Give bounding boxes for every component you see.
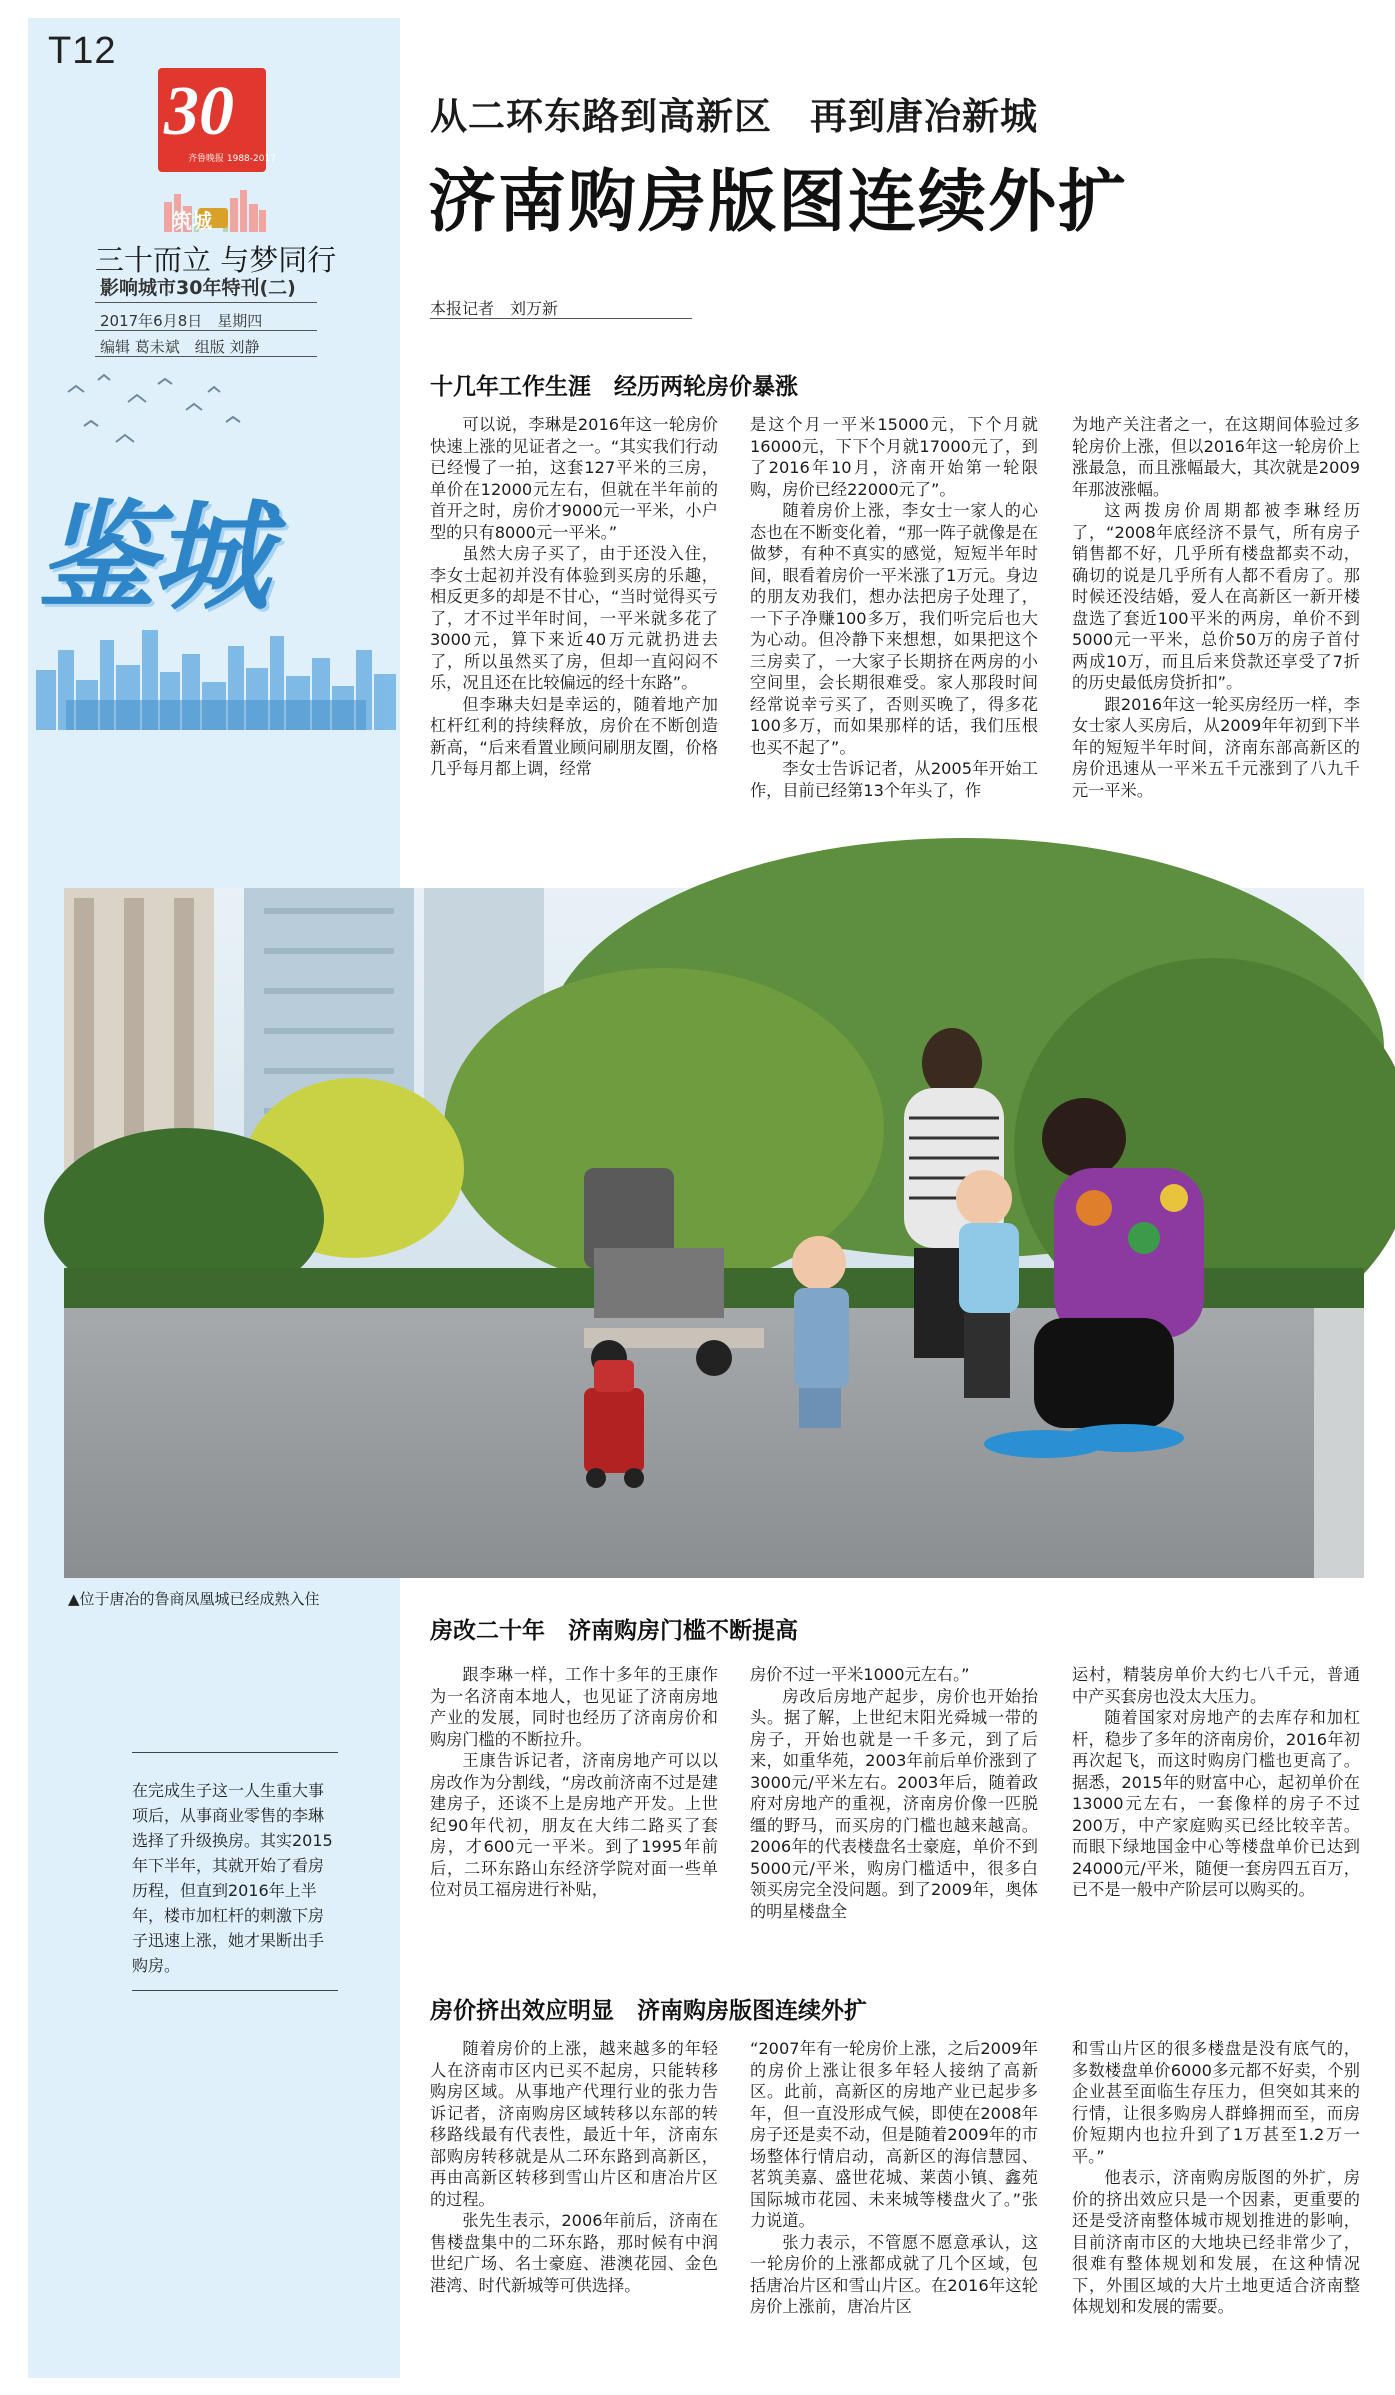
- article-column: [430, 2038, 718, 2296]
- article-column: [750, 414, 1038, 801]
- article-paragraph: “2007年有一轮房价上涨，之后2009年的房价上涨让很多年轻人接纳了高新区。此前，高新区的房地产业已起步多年，但一直没形成气候，即使在2008年房子还是卖不动，但是随着2009年的市场整体行情启动，高新区的海信慧园、茗筑美嘉、盛世花城、莱茵小镇、鑫苑国际城市花园、未来城等楼盘火了。”张力说道。: [750, 2039, 1038, 2230]
- article-paragraph: 随着国家对房地产的去库存和加杠杆，稳步了多年的济南房价，2016年初再次起飞，而这时购房门槛也更高了。据悉，2015年的财富中心，起初单价在13000元左右，一套像样的房子不过200万，中产家庭购买已经比较辛苦。而眼下绿地国金中心等楼盘单价已达到24000元/平米，随便一套房四五百万，已不是一般中产阶层可以购买的。: [1072, 1708, 1360, 1899]
- city-chip-label: 筑城: [172, 209, 212, 233]
- article-paragraph: 房价不过一平米1000元左右。”: [750, 1665, 970, 1684]
- divider: [132, 1752, 338, 1753]
- section-title: 房价挤出效应明显 济南购房版图连续外扩: [430, 1998, 867, 2024]
- article-column: [1072, 1664, 1360, 1901]
- feature-title: 三十而立 与梦同行: [95, 243, 337, 277]
- article-paragraph: 但李琳夫妇是幸运的，随着地产加杠杆红利的持续释放，房价在不断创造新高，“后来看置业顾问刷朋友圈，价格几乎每月都上调，经常: [430, 694, 718, 778]
- editor-credits: 编辑 葛未斌 组版 刘静: [100, 338, 260, 356]
- divider: [132, 1990, 338, 1991]
- article-paragraph: 随着房价的上涨，越来越多的年轻人在济南市区内已买不起房，只能转移购房区域。从事地产代理行业的张力告诉记者，济南购房区域转移以东部的转移路线最有代表性，最近十年，济南东部购房转移就是从二环东路到高新区，再由高新区转移到雪山片区和唐冶片区的过程。: [430, 2039, 718, 2209]
- article-paragraph: 张力表示，不管愿不愿意承认，这一轮房价的上涨都成就了几个区域，包括唐冶片区和雪山片区。在2016年这轮房价上涨前，唐冶片区: [750, 2232, 1038, 2316]
- byline-rule: [430, 318, 692, 319]
- article-paragraph: 随着房价上涨，李女士一家人的心态也在不断变化着，“那一阵子就像是在做梦，有种不真实的感觉，短短半年时间，眼看着房价一平米涨了1万元。身边的朋友劝我们，想办法把房子处理了，一下子净赚100多万，我们听完后也大为心动。但冷静下来想想，如果把这个三房卖了，一大家子长期挤在两房的小空间里，会长期很难受。家人那段时间经常说幸亏买了，否则买晚了，得多花100多万，而如果那样的话，我们压根也买不起了”。: [750, 501, 1038, 757]
- page-number: T12: [48, 30, 117, 72]
- sidebar-note: 在完成生子这一人生重大事项后，从事商业零售的李琳选择了升级换房。其实2015年下半年，其就开始了看房历程，但直到2016年上半年，楼市加杠杆的刺激下房子迅速上涨，她才果断出手购房。: [132, 1781, 333, 1975]
- article-column: [750, 1664, 1038, 1922]
- article-paragraph: 李女士告诉记者，从2005年开始工作，目前已经第13个年头了，作: [750, 759, 1038, 800]
- skyline-icon: [36, 610, 396, 730]
- logo-small-text: 齐鲁晚报 1988-2017: [188, 154, 276, 164]
- article-column: [1072, 414, 1360, 801]
- section-mark: 鉴城: [38, 487, 267, 626]
- article-column: [1072, 2038, 1360, 2318]
- article-paragraph: 房改后房地产起步，房价也开始抬头。据了解，上世纪末阳光舜城一带的房子，开始也就是一千多元，到了后来，如重华苑，2003年前后单价涨到了3000元/平米左右。2003年后，随着政府对房地产的重视，济南房价像一匹脱缰的野马，而买房的门槛也越来越高。2006年的代表楼盘名士豪庭，单价不到5000元/平米，购房门槛适中，很多白领买房完全没问题。到了2009年，奥体的明星楼盘全: [750, 1686, 1038, 1921]
- photo-caption: ▲位于唐冶的鲁商凤凰城已经成熟入住: [68, 1590, 320, 1608]
- kicker: 从二环东路到高新区 再到唐冶新城: [430, 95, 1038, 138]
- divider: [95, 356, 317, 357]
- article-paragraph: 跟李琳一样，工作十多年的王康作为一名济南本地人，也见证了济南房地产业的发展，同时也经历了济南房价和购房门槛的不断拉升。: [430, 1665, 718, 1749]
- article-paragraph: 和雪山片区的很多楼盘是没有底气的，多数楼盘单价6000多元都不好卖，个别企业甚至面临生存压力，但突如其来的行情，让很多购房人群蜂拥而至，而房价短期内也拉升到了1万甚至1.2万一平。”: [1072, 2039, 1360, 2166]
- section-title: 房改二十年 济南购房门槛不断提高: [430, 1618, 798, 1644]
- issue-date: 2017年6月8日 星期四: [100, 312, 263, 330]
- article-paragraph: 是这个月一平米15000元，下个月就16000元，下下个月就17000元了，到了2016年10月，济南开始第一轮限购，房价已经22000元了”。: [750, 415, 1038, 499]
- article-paragraph: 可以说，李琳是2016年这一轮房价快速上涨的见证者之一。“其实我们行动已经慢了一拍，这套127平米的三房，单价在12000元左右，但就在半年前的首开之时，房价才9000元一平米，小户型的只有8000元一平米。”: [430, 415, 718, 542]
- feature-subtitle: 影响城市30年特刊(二): [100, 277, 296, 299]
- article-paragraph: 为地产关注者之一，在这期间体验过多轮房价上涨，但以2016年这一轮房价上涨最急，而且涨幅最大，其次就是2009年那波涨幅。: [1072, 415, 1360, 499]
- headline: 济南购房版图连续外扩: [428, 163, 1129, 242]
- article-column: [750, 2038, 1038, 2318]
- article-paragraph: 这两拨房价周期都被李琳经历了，“2008年底经济不景气，所有房子销售都不好，几乎所有楼盘都卖不动，确切的说是几乎所有人都不看房了。那时候还没结婚，爱人在高新区一新开楼盘选了套近100平米的两房，单价不到5000元一平米，总价50万的房子首付两成10万，而且后来贷款还享受了7折的历史最低房贷折扣”。: [1072, 501, 1360, 692]
- birds-decoration-icon: [58, 362, 258, 472]
- article-paragraph: 王康告诉记者，济南房地产可以以房改作为分割线，“房改前济南不过是建建房子，还谈不上是房地产开发。上世纪90年代初，朋友在大纬二路买了套房，才600元一平米。到了1995年前后，二环东路山东经济学院对面一些单位对员工福房进行补贴，: [430, 1751, 718, 1899]
- street-photo: [64, 888, 1364, 1578]
- anniversary-logo: [158, 68, 276, 172]
- article-column: [430, 1664, 718, 1901]
- article-paragraph: 张先生表示，2006年前后，济南在售楼盘集中的二环东路，那时候有中润世纪广场、名士豪庭、港澳花园、金色港湾、时代新城等可供选择。: [430, 2211, 718, 2295]
- divider: [95, 330, 317, 331]
- article-paragraph: 虽然大房子买了，由于还没入住，李女士起初并没有体验到买房的乐趣，相反更多的却是不甘心，“当时觉得买亏了，才不过半年时间，一平米就多花了3000元，算下来近40万元就扔进去了，所以虽然买了房，但却一直闷闷不乐，况且还在比较偏远的经十东路”。: [430, 544, 718, 692]
- logo-number: 30: [164, 73, 234, 150]
- article-paragraph: 跟2016年这一轮买房经历一样，李女士家人买房后，从2009年年初到下半年的短短半年时间，济南东部高新区的房价迅速从一平米五千元涨到了八九千元一平米。: [1072, 694, 1360, 800]
- divider: [95, 302, 317, 303]
- article-paragraph: 运村，精装房单价大约七八千元，普通中产买套房也没太大压力。: [1072, 1665, 1360, 1706]
- section-title: 十几年工作生涯 经历两轮房价暴涨: [430, 374, 798, 400]
- article-paragraph: 他表示，济南购房版图的外扩，房价的挤出效应只是一个因素，更重要的还是受济南整体城市规划推进的影响，目前济南市区的大地块已经非常少了，很难有整体规划和发展，在这种情况下，外围区域的大片土地更适合济南整体规划和发展的需要。: [1072, 2168, 1360, 2316]
- byline: 本报记者 刘万新: [430, 299, 559, 318]
- article-column: [430, 414, 718, 780]
